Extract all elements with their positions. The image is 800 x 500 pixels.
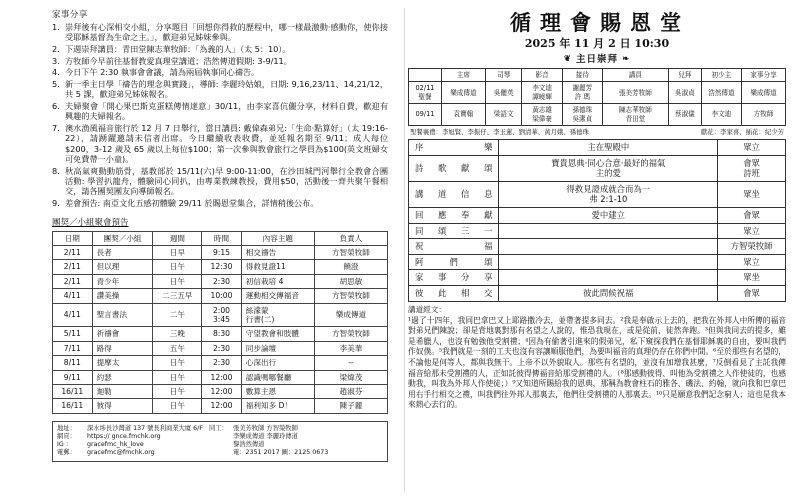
duty-cell: 陳志華牧師 青田堂 <box>602 104 668 126</box>
schedule-cell: 2/11 <box>53 260 93 274</box>
schedule-cell: 日午 <box>153 260 202 274</box>
duty-cell: 吳淑貞 <box>668 82 701 104</box>
announcement-item <box>52 198 388 208</box>
duty-column-header: 講員 <box>602 69 668 82</box>
announcement-text: 下週崇拜講員：青田堂陳志華牧師：「為義的人」（太 5：10）。 <box>65 44 291 54</box>
schedule-cell: 胡思敏 <box>314 274 387 288</box>
duty-date-cell: 02/11 聖餐 <box>409 82 442 104</box>
schedule-cell: 16/11 <box>53 399 93 413</box>
table-row <box>409 223 786 239</box>
order-item-content <box>499 239 718 255</box>
contact-label <box>209 441 233 449</box>
schedule-cell: 路得 <box>92 341 153 355</box>
schedule-cell: 絲濛蒙 行書(二) <box>241 303 314 327</box>
schedule-cell: 10:00 <box>202 289 242 303</box>
order-item-name: 同頌三一 <box>409 223 499 239</box>
table-row <box>409 254 786 270</box>
announcement-number: 7. <box>52 122 60 133</box>
order-item-content: 得救見證成就合而為一 弗 2:1-10 <box>499 181 718 207</box>
schedule-cell: 12:00 <box>202 370 242 384</box>
contact-value: gracefmc@fmchk.org <box>87 449 155 457</box>
schedule-cell: 9/11 <box>53 370 93 384</box>
order-item-content: 愛中建立 <box>499 208 718 224</box>
announcement-item <box>52 67 388 77</box>
duty-cell: 蔡淑儀 <box>668 104 701 126</box>
contact-label: 網頁： <box>57 433 76 441</box>
duty-column-header: 主席 <box>441 69 485 82</box>
contact-value: gracefmc_hk_love <box>87 441 144 449</box>
contact-footer <box>52 421 388 462</box>
duty-cell: 黃志雄 梁偉豪 <box>522 104 562 126</box>
schedule-column-header: 負責人 <box>314 231 387 245</box>
schedule-cell: 日午 <box>153 385 202 399</box>
announcement-number: 5. <box>52 78 60 89</box>
communion-assistants: 聖餐襄禮：李旭賢、李振仔、李玉蓮、劉清華、黃月娥、孫德珠 <box>410 128 589 137</box>
schedule-cell: 二三五早 <box>153 289 202 303</box>
schedule-cell: 約瑟 <box>92 370 153 384</box>
schedule-cell: 方智榮牧師 <box>314 327 387 341</box>
table-row <box>409 155 786 181</box>
order-item-content <box>499 254 718 270</box>
announcement-item <box>52 22 388 43</box>
schedule-cell: -- <box>314 356 387 370</box>
announcement-text: 今日下午 2:30 執事會會議，請為兩屆執事同心禱告。 <box>65 67 260 78</box>
contact-label <box>209 433 233 441</box>
schedule-cell: 2/11 <box>53 246 93 260</box>
table-row <box>53 289 388 303</box>
schedule-cell: 12:00 <box>202 399 242 413</box>
contact-label: 電郵： <box>57 449 76 457</box>
order-item-participant: 會眾 <box>718 285 786 301</box>
schedule-title: 團契／小組聚會預告 <box>52 217 129 228</box>
service-date: 2025 年 11 月 2 日 10:30 <box>524 37 670 50</box>
schedule-cell: 運動相交傳福音 <box>241 289 314 303</box>
service-notes <box>408 126 786 139</box>
table-row <box>53 260 388 274</box>
schedule-cell: 趙淑芬 <box>314 385 387 399</box>
schedule-cell: 12:30 <box>202 260 242 274</box>
schedule-cell: 2/11 <box>53 274 93 288</box>
service-type-text: 主日崇拜 <box>575 54 618 65</box>
schedule-cell: 提摩太 <box>92 356 153 370</box>
table-header-row <box>53 231 388 245</box>
schedule-cell: 聖言書法 <box>92 303 153 327</box>
duty-cell: 謝麗芳 許 瑪 <box>562 82 602 104</box>
schedule-cell: 迦勒 <box>92 385 153 399</box>
table-row <box>53 341 388 355</box>
table-body <box>53 246 388 414</box>
schedule-cell: 2:30 <box>202 356 242 370</box>
duty-body <box>409 82 786 126</box>
schedule-cell: 方智榮牧師 <box>314 246 387 260</box>
schedule-cell: 陳子麗 <box>314 399 387 413</box>
schedule-column-header: 週間 <box>153 231 202 245</box>
schedule-cell: 樂成傳道 <box>314 303 387 327</box>
schedule-cell: 李美華 <box>314 341 387 355</box>
schedule-cell: 7/11 <box>53 341 93 355</box>
schedule-cell: 2:00 3:45 <box>202 303 242 327</box>
duty-cell: 方牧師 <box>742 104 786 126</box>
schedule-cell: 日午 <box>153 370 202 384</box>
schedule-column-header: 團契／小組 <box>92 231 153 245</box>
schedule-cell: 讚美操 <box>92 289 153 303</box>
order-item-participant: 眾立 <box>718 223 786 239</box>
right-panel <box>400 0 800 500</box>
schedule-cell: 五午 <box>153 341 202 355</box>
schedule-cell: 得救見證11 <box>241 260 314 274</box>
worship-order-body <box>409 140 786 302</box>
table-row <box>53 370 388 384</box>
schedule-cell: 但以理 <box>92 260 153 274</box>
order-item-participant: 會眾 詩班 <box>718 155 786 181</box>
order-item-name: 回應奉獻 <box>409 208 499 224</box>
schedule-cell: 日早 <box>153 246 202 260</box>
schedule-cell: 日午 <box>153 274 202 288</box>
order-item-content: 寶貴恩典‧同心合意‧最好的福氣 主的愛 <box>499 155 718 181</box>
staff-row <box>209 425 383 433</box>
contact-row <box>57 449 203 457</box>
duty-column-header: 司琴 <box>485 69 522 82</box>
announcement-text: 差會預告: 南亞文化五感初體驗 29/11 於賜恩堂集合，詳情稍後公布。 <box>65 198 319 208</box>
announcement-number: 4. <box>52 67 60 78</box>
contact-row <box>57 425 203 433</box>
table-row <box>53 303 388 327</box>
schedule-cell: 8/11 <box>53 356 93 370</box>
table-row <box>53 385 388 399</box>
contact-value: 深水埗長沙灣道 137 號長利商業大廈 6/F <box>87 424 203 432</box>
schedule-cell: 方智榮牧師 <box>314 289 387 303</box>
order-item-name: 阿們頌 <box>409 254 499 270</box>
contact-left-block <box>57 425 203 458</box>
schedule-cell: 長者 <box>92 246 153 260</box>
schedule-cell: 9:15 <box>202 246 242 260</box>
table-row <box>409 104 786 126</box>
schedule-cell: 4/11 <box>53 303 93 327</box>
schedule-cell: 12:00 <box>202 385 242 399</box>
schedule-cell: 4/11 <box>53 289 93 303</box>
announcement-number: 6. <box>52 100 60 111</box>
table-row <box>53 399 388 413</box>
announcement-number: 3. <box>52 55 60 66</box>
order-item-name: 彼此相交 <box>409 285 499 301</box>
staff-row <box>209 449 383 457</box>
duty-header-row <box>409 69 786 82</box>
schedule-column-header: 日期 <box>53 231 93 245</box>
contact-right-block <box>209 425 383 458</box>
order-item-content <box>499 270 718 286</box>
schedule-cell: 日午 <box>153 399 202 413</box>
schedule-cell: 5/11 <box>53 327 93 341</box>
order-item-participant: 會眾 <box>718 208 786 224</box>
announcement-item <box>52 101 388 122</box>
announcement-list <box>52 22 388 208</box>
table-row <box>409 82 786 104</box>
order-item-content: 主在聖殿中 <box>499 140 718 156</box>
service-type-label <box>408 52 786 66</box>
schedule-column-header: 內容主題 <box>241 231 314 245</box>
contact-value: 李樂成傳道 李麗玲傳道 <box>232 433 298 441</box>
duty-cell: 樂成傳道 <box>441 82 485 104</box>
order-item-participant: 眾立 <box>718 140 786 156</box>
announcement-item <box>52 123 388 165</box>
worship-order-table <box>408 139 786 302</box>
announcement-item <box>52 79 388 100</box>
leaf-left-icon: ❦ <box>563 53 572 63</box>
announcement-text: 夫婦聚會「開心果巴斯克蛋糕傳情達意」30/11，由李家喜伉儷分享，材料自費，歡迎有興趣的夫婦報名。 <box>65 100 388 122</box>
duty-column-header: 家事分享 <box>742 69 786 82</box>
scripture-title: 講道經文： <box>408 304 446 314</box>
announcement-text: 秋高氣爽動動筋骨，基教部於 15/11(六)早 9:00-11:00，在沙田城門河舉行全教會合團活動: 學習扒龍舟，體驗同心同扒，由專業教練教授，費用$50，活動後一齊共聚午餐相交，請各團契團友向導師報名。 <box>65 165 388 197</box>
contact-value: https:// gnce.fmchk.org <box>87 433 161 441</box>
duty-roster-table <box>408 68 786 126</box>
schedule-cell: 彼得 <box>92 399 153 413</box>
announcement-number: 2. <box>52 44 60 54</box>
contact-label <box>209 449 233 457</box>
schedule-cell: 福利知多 D！ <box>241 399 314 413</box>
announcement-item <box>52 166 388 197</box>
schedule-cell: 守望教會和肢體 <box>241 327 314 341</box>
schedule-cell: 三晚 <box>153 327 202 341</box>
order-item-content: 彼此問候祝福 <box>499 285 718 301</box>
schedule-cell: 數算主恩 <box>241 385 314 399</box>
leaf-right-icon: ❧ <box>622 53 631 63</box>
schedule-cell: 祈禱會 <box>92 327 153 341</box>
table-row <box>409 181 786 207</box>
duty-cell: 梁語文 <box>485 104 522 126</box>
table-row <box>409 285 786 301</box>
duty-cell: 袁寶翰 <box>441 104 485 126</box>
schedule-cell: 青少年 <box>92 274 153 288</box>
schedule-cell: 8:30 <box>202 327 242 341</box>
duty-cell: 李文迪 <box>701 104 741 126</box>
contact-value: 電：2351 2017 圖：2125 0673 <box>232 449 329 457</box>
contact-label: IG ： <box>57 441 73 449</box>
announcement-item <box>52 56 388 66</box>
schedule-cell: 初信栽培 4 <box>241 274 314 288</box>
schedule-cell: 二午 <box>153 303 202 327</box>
church-name-title: 循理會賜恩堂 <box>510 10 690 35</box>
schedule-cell: 心深出行 <box>241 356 314 370</box>
duty-column-header: 初少主 <box>701 69 741 82</box>
contact-value: 張美芳牧師 方智榮牧師 <box>232 424 298 432</box>
flower-arrangement: 獻花：李家喜、插花：紀少芳 <box>700 128 784 137</box>
announcement-number: 1. <box>52 22 60 32</box>
order-item-participant: 眾坐 <box>718 270 786 286</box>
table-row <box>53 327 388 341</box>
announcement-text: 崇拜後有心深相交小組，分享題目「回想你得救的歷程中，哪一樣最激動‧感動你，使你接受耶穌基督為生命之主。」，歡迎弟兄姊妹參與。 <box>65 22 388 43</box>
order-item-content <box>499 223 718 239</box>
duty-date-cell: 09/11 <box>409 104 442 126</box>
schedule-cell: 饒澄 <box>314 260 387 274</box>
table-row <box>53 356 388 370</box>
order-item-name: 祝福 <box>409 239 499 255</box>
contact-label: 同工： <box>208 424 228 432</box>
contact-label: 地址： <box>57 424 76 432</box>
contact-row <box>57 433 203 441</box>
announcement-item <box>52 44 388 54</box>
order-item-participant: 方智榮牧師 <box>718 239 786 255</box>
order-item-name: 講道信息 <box>409 181 499 207</box>
schedule-cell: 2:30 <box>202 341 242 355</box>
duty-cell: 張美芳牧師 <box>602 82 668 104</box>
schedule-cell: 2:30 <box>202 274 242 288</box>
duty-cell: 孫德珠 吳潔貞 <box>562 104 602 126</box>
announcement-number: 9. <box>52 198 60 208</box>
duty-column-header: 兒拜 <box>668 69 701 82</box>
duty-cell: 李文迪 譚曉輝 <box>522 82 562 104</box>
announcement-text: 新一季主日學「禱告的理念與實踐」，導師: 李麗玲姑娘，日期: 9,16,23/11、14,21/12，共 5 課，歡迎弟兄姊妹報名。 <box>65 78 388 100</box>
order-item-name: 序樂 <box>409 140 499 156</box>
announcement-text: 方牧師今早前往基督教愛真理堂講道；浩然傳道假期: 3-9/11。 <box>65 55 292 66</box>
table-row <box>53 246 388 260</box>
contact-value: 黎浩然傳道 <box>232 441 265 449</box>
duty-column-header: 接待 <box>562 69 602 82</box>
announcements-title: 家事分享 <box>52 10 88 20</box>
table-row <box>53 274 388 288</box>
duty-cell: 浩然傳道 <box>701 82 741 104</box>
duty-column-header: 影音 <box>522 69 562 82</box>
scripture-text: ¹過了十四年，我同巴拿巴又上耶路撒冷去，並帶著提多同去。²我是奉啟示上去的，把我在外邦人中所傳的福音對弟兄們陳說；卻是背地裏對那有名望之人說的，惟恐我現在，或是從前，徒然奔跑。³但與我同去的提多，雖是希臘人，也沒有勉強他受割禮；⁴因為有偷著引進來的假弟兄，私下窺探我們在基督耶穌裏的自由，要叫我們作奴僕。⁵我們就是一刻的工夫也沒有容讓順服他們，為要叫福音的真理仍存在你們中間。⁶至於那些有名望的，不論他是何等人，都與我無干。上帝不以外貌取人。那些有名望的，並沒有加增我甚麼，⁷反倒看見了主託我傳福音給那未受割禮的人，正如託彼得傳福音給那受割禮的人。（⁸那感動彼得、叫他為受割禮之人作使徒的，也感動我，叫我為外邦人作使徒；）⁹又知道所賜給我的恩典，那稱為教會柱石的雅各、磯法、約翰，就向我和巴拿巴用右手行相交之禮，叫我們往外邦人那裏去，他們往受割禮的人那裏去。¹⁰只是願意我們記念窮人；這也是我本來熱心去行的。 <box>408 315 786 410</box>
order-item-participant: 眾立 <box>718 254 786 270</box>
schedule-cell: 同步論壇 <box>241 341 314 355</box>
schedule-cell: 16/11 <box>53 385 93 399</box>
fellowship-schedule-table <box>52 231 388 414</box>
schedule-column-header: 時間 <box>202 231 242 245</box>
order-item-participant: 眾坐 <box>718 181 786 207</box>
table-row <box>409 208 786 224</box>
schedule-cell: 認識嗎哪餐廳 <box>241 370 314 384</box>
order-item-name: 詩歌獻頌 <box>409 155 499 181</box>
schedule-cell: 相交禱告 <box>241 246 314 260</box>
announcement-number: 8. <box>52 165 60 176</box>
duty-cell: 樂成傳道 <box>742 82 786 104</box>
table-row <box>409 270 786 286</box>
schedule-cell: 梁煒茂 <box>314 370 387 384</box>
table-row <box>409 140 786 156</box>
table-row <box>409 239 786 255</box>
announcement-text: 澳水漁風福音旅行於 12 月 7 日舉行，當日講員: 戴偉森弟兄:「生命‧點算好」（太 19:16-22），請踴躍邀請未信者出席。今日繼續收表收費，並延報名期至 9/11；成人每位$200，3-12 歲及 65 歲以上每位$100；第一次參與教會旅行之學員為$100(英文班婦女可免費帶一小童)。 <box>65 122 388 164</box>
order-item-name: 家事分享 <box>409 270 499 286</box>
duty-cell: 吳儷英 <box>485 82 522 104</box>
duty-column-header <box>409 69 442 82</box>
schedule-cell: 日午 <box>153 356 202 370</box>
